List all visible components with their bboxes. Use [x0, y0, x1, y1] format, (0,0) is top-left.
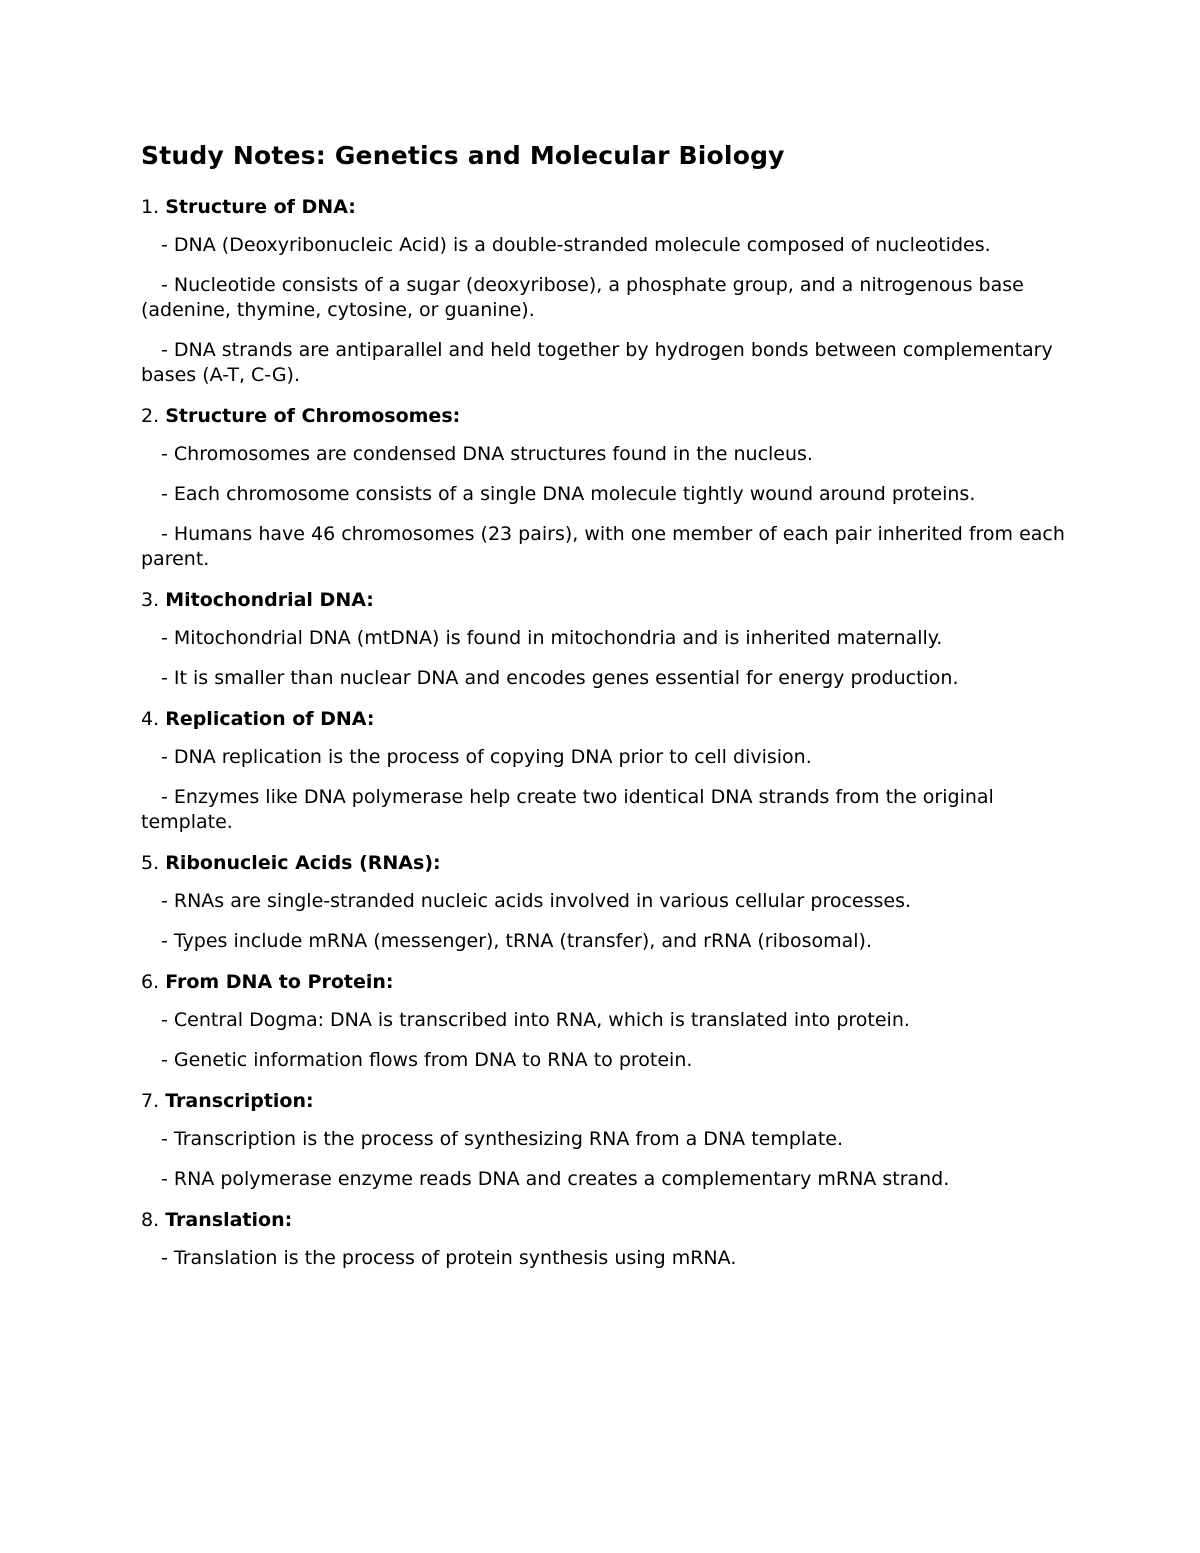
section-heading-text: Structure of DNA: [165, 196, 356, 218]
section-translation [141, 1207, 1071, 1271]
section-ribonucleic-acids [141, 850, 1071, 954]
section-structure-of-chromosomes [141, 403, 1071, 572]
section-number: 3. [141, 589, 160, 611]
section-heading-text: Transcription: [165, 1090, 314, 1112]
section-heading-text: Mitochondrial DNA: [165, 589, 374, 611]
section-heading [141, 1207, 1071, 1233]
bullet-item: - It is smaller than nuclear DNA and encodes genes essential for energy production. [161, 667, 959, 689]
bullet-item: - Transcription is the process of synthesizing RNA from a DNA template. [161, 1128, 843, 1150]
section-number: 8. [141, 1209, 160, 1231]
document-title: Study Notes: Genetics and Molecular Biology [141, 141, 785, 170]
section-heading-text: Structure of Chromosomes: [165, 405, 461, 427]
bullet-item: - Central Dogma: DNA is transcribed into RNA, which is translated into protein. [161, 1009, 910, 1031]
section-heading [141, 850, 1071, 876]
section-number: 7. [141, 1090, 160, 1112]
section-number: 1. [141, 196, 160, 218]
section-heading [141, 194, 1071, 220]
bullet-item: - RNAs are single-stranded nucleic acids involved in various cellular processes. [161, 890, 912, 912]
bullet-item: - DNA (Deoxyribonucleic Acid) is a double-stranded molecule composed of nucleotides. [161, 234, 991, 256]
bullet-item: - Enzymes like DNA polymerase help create two identical DNA strands from the original template. [141, 786, 994, 833]
bullet-item: - Genetic information flows from DNA to RNA to protein. [161, 1049, 693, 1071]
section-heading-text: From DNA to Protein: [165, 971, 394, 993]
section-number: 2. [141, 405, 160, 427]
section-replication-of-dna [141, 706, 1071, 835]
section-heading [141, 1088, 1071, 1114]
bullet-item: - DNA strands are antiparallel and held together by hydrogen bonds between complementary bases (A-T, C-G). [141, 339, 1053, 386]
bullet-item: - Mitochondrial DNA (mtDNA) is found in mitochondria and is inherited maternally. [161, 627, 943, 649]
section-heading [141, 403, 1071, 429]
document-page [141, 138, 1071, 1286]
bullet-item: - RNA polymerase enzyme reads DNA and creates a complementary mRNA strand. [161, 1168, 950, 1190]
section-dna-to-protein [141, 969, 1071, 1073]
section-number: 6. [141, 971, 160, 993]
section-mitochondrial-dna [141, 587, 1071, 691]
section-transcription [141, 1088, 1071, 1192]
section-number: 4. [141, 708, 160, 730]
bullet-item: - Types include mRNA (messenger), tRNA (transfer), and rRNA (ribosomal). [161, 930, 872, 952]
bullet-item: - Each chromosome consists of a single DNA molecule tightly wound around proteins. [161, 483, 976, 505]
section-heading-text: Translation: [165, 1209, 293, 1231]
bullet-item: - Translation is the process of protein synthesis using mRNA. [161, 1247, 737, 1269]
bullet-item: - Nucleotide consists of a sugar (deoxyribose), a phosphate group, and a nitrogenous base (adenine, thymine, cytosine, or guanine). [141, 274, 1024, 321]
section-heading-text: Replication of DNA: [165, 708, 375, 730]
bullet-item: - Humans have 46 chromosomes (23 pairs), with one member of each pair inherited from each parent. [141, 523, 1065, 570]
bullet-item: - Chromosomes are condensed DNA structures found in the nucleus. [161, 443, 813, 465]
section-structure-of-dna [141, 194, 1071, 388]
section-heading-text: Ribonucleic Acids (RNAs): [165, 852, 441, 874]
section-number: 5. [141, 852, 160, 874]
section-heading [141, 706, 1071, 732]
section-heading [141, 587, 1071, 613]
bullet-item: - DNA replication is the process of copying DNA prior to cell division. [161, 746, 812, 768]
section-heading [141, 969, 1071, 995]
